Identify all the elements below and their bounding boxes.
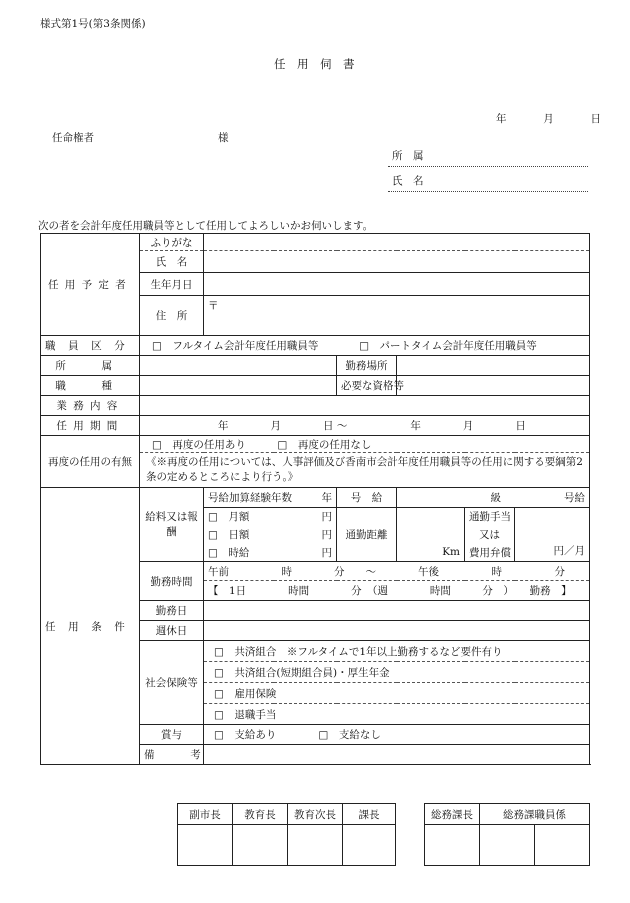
sama-label: 様 (218, 132, 229, 144)
workdays-label: 勤務日 (140, 601, 204, 621)
address-label: 住 所 (140, 296, 204, 336)
affiliation-line (388, 166, 588, 167)
conditions-label: 任用条件 (41, 488, 140, 765)
commute-allow-2: 又は (465, 526, 515, 544)
date-line: 年 月 日 (496, 113, 607, 125)
applicant-name-label: 氏 名 (392, 175, 424, 187)
insurance-option-1[interactable]: □ 共済組合 ※フルタイムで1年以上勤務するなど要件有り (204, 641, 590, 662)
stamp-header-superintendent: 教育長 (233, 804, 288, 825)
salary-label: 給料又は報酬 (140, 488, 204, 562)
stamp-box-split[interactable] (480, 825, 590, 866)
daily-option[interactable] (204, 526, 337, 544)
address-field[interactable] (204, 296, 590, 336)
hourly-yen: 円 (321, 546, 332, 559)
exp-years-label (204, 488, 337, 508)
stamp-box[interactable] (425, 825, 480, 866)
stamp-header-deputy-superintendent: 教育次長 (288, 804, 343, 825)
remarks-label: 備 考 (140, 745, 204, 765)
workdays-field[interactable] (204, 601, 590, 621)
km-unit: Km (442, 546, 460, 558)
monthly-option[interactable] (204, 508, 337, 526)
appointer-label: 任命権者 (52, 132, 94, 144)
bonus-options[interactable]: □ 支給あり □ 支給なし (204, 725, 590, 745)
stamp-box[interactable] (288, 825, 343, 866)
name-line (388, 191, 588, 192)
period-field[interactable]: 年 月 日 〜 年 月 日 (140, 416, 590, 436)
furigana-label: ふりがな (140, 234, 204, 251)
hours-line-2[interactable]: 【 1日 時間 分 （週 時間 分 ） 勤務 】 (204, 581, 590, 601)
document-title: 任 用 伺 書 (274, 57, 355, 71)
candidate-name-label: 氏 名 (140, 251, 204, 273)
remarks-field[interactable] (204, 745, 590, 765)
commute-allow-1: 通勤手当 (465, 508, 515, 526)
grade-unit: 級 (490, 492, 501, 504)
stamp-header-personnel-staff: 総務課職員係 (480, 804, 590, 825)
commute-allow-3: 費用弁償 (465, 544, 515, 562)
monthly-label: □ 月額 (208, 511, 250, 524)
staff-class-label: 職員区分 (41, 336, 140, 356)
staff-class-options[interactable] (140, 336, 590, 356)
reappoint-options[interactable]: □ 再度の任用あり □ 再度の任用なし (140, 436, 590, 453)
step-unit: 号給 (564, 492, 585, 504)
approval-stamps-right (424, 803, 590, 866)
approval-stamps-left (177, 803, 396, 866)
commute-distance-label: 通勤距離 (337, 508, 397, 562)
holidays-label: 週休日 (140, 621, 204, 641)
job-type-field[interactable] (140, 376, 337, 396)
duties-field[interactable] (140, 396, 590, 416)
hourly-option[interactable] (204, 544, 337, 562)
parttime-option[interactable]: □ パートタイム会計年度任用職員等 (359, 340, 537, 352)
hourly-label: □ 時給 (208, 546, 250, 559)
birth-date-field[interactable] (204, 273, 590, 296)
insurance-label: 社会保険等 (140, 641, 204, 725)
insurance-option-3[interactable]: □ 雇用保険 (204, 683, 590, 704)
commute-allow-field[interactable] (515, 508, 590, 562)
postal-mark: 〒 (208, 300, 219, 312)
main-form-table (40, 233, 590, 765)
birth-date-label: 生年月日 (140, 273, 204, 296)
qualification-label: 必要な資格等 (337, 376, 397, 396)
stamp-header-vice-mayor: 副市長 (178, 804, 233, 825)
intro-text: 次の者を会計年度任用職員等として任用してよろしいかお伺いします。 (38, 220, 374, 232)
stamp-box[interactable] (480, 825, 535, 865)
exp-years-text: 号給加算経験年数 (208, 492, 292, 504)
hours-label: 勤務時間 (140, 562, 204, 601)
candidate-section-label: 任用予定者 (41, 234, 140, 336)
holidays-field[interactable] (204, 621, 590, 641)
insurance-option-4[interactable]: □ 退職手当 (204, 704, 590, 725)
bonus-label: 賞与 (140, 725, 204, 745)
hours-line-1[interactable]: 午前 時 分 〜 午後 時 分 (204, 562, 590, 581)
fulltime-option[interactable]: □ フルタイム会計年度任用職員等 (152, 340, 319, 352)
reappoint-label: 再度の任用の有無 (41, 436, 140, 488)
workplace-field[interactable] (397, 356, 590, 376)
stamp-box[interactable] (233, 825, 288, 866)
insurance-option-2[interactable]: □ 共済組合(短期組合員)・厚生年金 (204, 662, 590, 683)
exp-years-unit: 年 (321, 492, 332, 504)
furigana-field[interactable] (204, 234, 590, 251)
stamp-header-section-chief: 課長 (343, 804, 396, 825)
qualification-field[interactable] (397, 376, 590, 396)
duties-label: 業務内容 (41, 396, 140, 416)
applicant-affiliation-label: 所 属 (392, 150, 424, 162)
dept-field[interactable] (140, 356, 337, 376)
grade-field[interactable] (397, 488, 590, 508)
daily-label: □ 日額 (208, 529, 250, 541)
stamp-header-general-affairs-chief: 総務課長 (425, 804, 480, 825)
period-label: 任用期間 (41, 416, 140, 436)
monthly-yen: 円 (321, 511, 332, 524)
dept-label: 所 属 (41, 356, 140, 376)
job-type-label: 職 種 (41, 376, 140, 396)
stamp-box[interactable] (535, 825, 589, 865)
daily-yen: 円 (321, 529, 332, 541)
reappoint-note: 《※再度の任用については、人事評価及び香南市会計年度任用職員等の任用に関する要綱第2条の定めるところにより行う。》 (140, 453, 590, 488)
gokyu-label: 号 給 (337, 488, 397, 508)
stamp-box[interactable] (343, 825, 396, 866)
stamp-box[interactable] (178, 825, 233, 866)
workplace-label: 勤務場所 (337, 356, 397, 376)
yen-month-unit: 円／月 (553, 545, 585, 557)
form-number: 様式第1号(第3条関係) (40, 18, 146, 30)
commute-distance-field[interactable] (397, 508, 465, 562)
candidate-name-field[interactable] (204, 251, 590, 273)
